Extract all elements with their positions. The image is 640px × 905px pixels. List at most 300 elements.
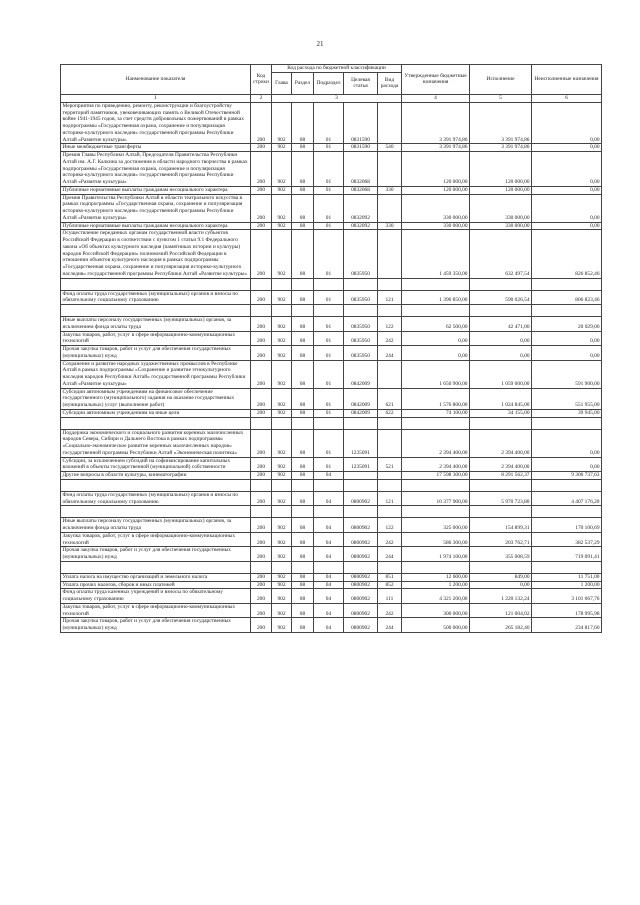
row-subsection: 01 [314,152,344,187]
row-subsection: 01 [314,290,344,305]
row-line-code: 200 [251,581,272,589]
row-unexecuted: 9 306 737,63 [532,472,602,480]
spacer-cell [402,278,470,290]
row-target-article: 0832092 [344,222,378,230]
row-approved: 120 000,00 [402,186,470,194]
row-unexecuted: 806 823,46 [532,290,602,305]
row-approved: 500 000,00 [402,618,470,633]
col-number: 6 [532,94,602,102]
row-unexecuted: 4 407 176,20 [532,491,602,506]
row-executed: 330 000,00 [470,194,532,222]
row-unexecuted: 0,00 [532,457,602,472]
row-section: 08 [292,152,314,187]
row-chapter: 902 [272,144,292,152]
row-name: Премия Главы Республики Алтай, Председателя Правительства Республики Алтай им. А.Г. Калкина за достижения в области народного творчества в рамках подпрограммы «Государственная охрана, сохранение и популяризация историко-культурного наследия» государственной программы Республики Алтай «Развитие культуры» [61,152,251,187]
row-approved: 17 598 300,00 [402,472,470,480]
spacer-cell [272,417,292,429]
row-subsection: 01 [314,102,344,144]
spacer-cell [470,506,532,518]
row-expense-kind [378,472,402,480]
row-chapter: 902 [272,317,292,332]
row-executed: 5 970 723,80 [470,491,532,506]
spacer-cell [61,506,251,518]
column-numbers-row [61,94,602,102]
spacer-cell [378,561,402,573]
row-unexecuted: 0,00 [532,144,602,152]
spacer-cell [314,305,344,317]
row-section: 08 [292,472,314,480]
row-spacer [61,561,602,573]
row-chapter: 902 [272,331,292,346]
row-executed: 120 000,00 [470,186,532,194]
row-section: 08 [292,186,314,194]
page-number: 21 [316,40,324,48]
spacer-cell [292,278,314,290]
row-expense-kind: 121 [378,290,402,305]
row-chapter: 902 [272,603,292,618]
row-spacer [61,506,602,518]
spacer-cell [314,561,344,573]
row-subsection: 01 [314,409,344,417]
row-approved: 3 391 974,86 [402,102,470,144]
spacer-cell [402,506,470,518]
row-expense-kind [378,429,402,457]
row-executed: 0,00 [470,346,532,361]
row-name: Уплата прочих налогов, сборов и иных платежей [61,581,251,589]
table-row [61,472,602,480]
row-approved: 120 000,00 [402,152,470,187]
spacer-cell [344,561,378,573]
row-name: Другие вопросы в области культуры, кинематографии [61,472,251,480]
spacer-cell [251,278,272,290]
table-row [61,144,602,152]
row-name: Прочая закупка товаров, работ и услуг для обеспечения государственных (муниципальных) нужд [61,547,251,562]
row-subsection: 01 [314,186,344,194]
header-unexecuted: Неисполненные назначения [532,65,602,95]
row-line-code: 200 [251,186,272,194]
row-subsection: 01 [314,346,344,361]
row-target-article: 0842009 [344,360,378,388]
row-executed: 121 004,02 [470,603,532,618]
header-name: Наименование показателя [61,65,251,95]
row-chapter: 902 [272,589,292,604]
spacer-cell [251,506,272,518]
row-subsection: 04 [314,581,344,589]
row-line-code: 200 [251,457,272,472]
row-approved: 1 974 100,00 [402,547,470,562]
row-chapter: 902 [272,230,292,278]
col-number: 1 [61,94,251,102]
table-row [61,409,602,417]
row-executed: 2 394 400,00 [470,429,532,457]
row-line-code: 200 [251,144,272,152]
row-expense-kind: 621 [378,388,402,409]
row-unexecuted: 11 751,00 [532,573,602,581]
row-chapter: 902 [272,429,292,457]
row-chapter: 902 [272,290,292,305]
row-expense-kind: 244 [378,618,402,633]
row-subsection: 01 [314,230,344,278]
row-line-code: 200 [251,589,272,604]
row-target-article: 0842009 [344,388,378,409]
spacer-cell [532,506,602,518]
col-number: 3 [272,94,402,102]
row-name: Поддержка экономического и социального развития коренных малочисленных народов Севера, Сибири и Дальнего Востока в рамках подпрограммы «Социально-экономическое развитие коренных малочисленных народов» государственной программы Республики Алтай «Экономическая политика» [61,429,251,457]
row-name: Фонд оплаты труда казенных учреждений и взносы по обязательному социальному страхованию [61,589,251,604]
row-subsection: 04 [314,573,344,581]
row-target-article: 0800902 [344,603,378,618]
table-row [61,194,602,222]
row-section: 08 [292,360,314,388]
row-line-code: 200 [251,102,272,144]
row-chapter: 902 [272,573,292,581]
row-target-article: 0800902 [344,581,378,589]
spacer-cell [272,479,292,491]
spacer-cell [344,479,378,491]
row-executed: 849,00 [470,573,532,581]
spacer-cell [532,278,602,290]
table-row [61,102,602,144]
row-target-article: 0831590 [344,144,378,152]
row-approved: 74 100,00 [402,409,470,417]
row-chapter: 902 [272,186,292,194]
spacer-cell [470,305,532,317]
row-spacer [61,278,602,290]
row-expense-kind: 330 [378,222,402,230]
row-chapter: 902 [272,491,292,506]
spacer-cell [470,479,532,491]
spacer-cell [470,278,532,290]
row-executed: 8 291 562,37 [470,472,532,480]
spacer-cell [532,561,602,573]
row-name: Прочая закупка товаров, работ и услуг для обеспечения государственных (муниципальных) нужд [61,346,251,361]
row-line-code: 200 [251,472,272,480]
table-row [61,429,602,457]
row-expense-kind: 330 [378,186,402,194]
row-subsection: 04 [314,491,344,506]
row-name: Иные выплаты персоналу государственных (муниципальных) органов, за исключением фонда оплаты труда [61,518,251,533]
header-row-top [61,65,602,73]
header-section: Раздел [292,72,314,94]
row-target-article: 0800902 [344,518,378,533]
row-unexecuted: 826 852,46 [532,230,602,278]
table-row [61,581,602,589]
spacer-cell [532,479,602,491]
row-section: 08 [292,573,314,581]
row-executed: 3 391 974,86 [470,144,532,152]
spacer-cell [292,305,314,317]
row-section: 08 [292,429,314,457]
row-line-code: 200 [251,360,272,388]
spacer-cell [378,506,402,518]
row-target-article: 0800902 [344,618,378,633]
row-name: Сохранение и развитие народных художественных промыслов в Республике Алтай в рамках подпрограммы «Сохранение и развитие этнокультурного наследия народов Республики Алтай» государственной программы Республики Алтай «Развитие культуры» [61,360,251,388]
row-target-article: 0835950 [344,331,378,346]
spacer-cell [272,561,292,573]
row-approved: 3 391 974,86 [402,144,470,152]
row-line-code: 200 [251,573,272,581]
row-subsection: 04 [314,547,344,562]
spacer-cell [292,506,314,518]
row-executed: 632 497,54 [470,230,532,278]
row-subsection: 04 [314,532,344,547]
row-approved: 300 000,00 [402,603,470,618]
row-chapter: 902 [272,409,292,417]
row-line-code: 200 [251,618,272,633]
row-unexecuted: 382 537,29 [532,532,602,547]
spacer-cell [402,305,470,317]
row-unexecuted: 0,00 [532,222,602,230]
spacer-cell [292,561,314,573]
spacer-cell [470,417,532,429]
row-section: 08 [292,518,314,533]
header-target-article: Целевая статья [344,72,378,94]
row-target-article: 1235091 [344,457,378,472]
row-subsection: 01 [314,144,344,152]
spacer-cell [470,561,532,573]
row-expense-kind: 244 [378,547,402,562]
row-chapter: 902 [272,102,292,144]
row-expense-kind: 540 [378,144,402,152]
spacer-cell [532,417,602,429]
row-section: 08 [292,409,314,417]
row-line-code: 200 [251,317,272,332]
row-executed: 154 899,31 [470,518,532,533]
row-line-code: 200 [251,547,272,562]
row-unexecuted: 0,00 [532,194,602,222]
row-target-article: 0835950 [344,317,378,332]
spacer-cell [314,506,344,518]
row-executed: 330 000,00 [470,222,532,230]
row-line-code: 200 [251,331,272,346]
spacer-cell [61,417,251,429]
table-row [61,152,602,187]
spacer-cell [402,417,470,429]
row-spacer [61,417,602,429]
row-section: 08 [292,290,314,305]
table-row [61,388,602,409]
spacer-cell [251,305,272,317]
row-expense-kind [378,102,402,144]
row-line-code: 200 [251,429,272,457]
row-subsection: 01 [314,194,344,222]
table-row [61,222,602,230]
row-subsection: 04 [314,518,344,533]
row-target-article: 0831590 [344,102,378,144]
row-subsection: 01 [314,317,344,332]
row-unexecuted: 0,00 [532,102,602,144]
row-unexecuted: 591 900,00 [532,360,602,388]
row-chapter: 902 [272,222,292,230]
row-line-code: 200 [251,491,272,506]
row-approved: 325 000,00 [402,518,470,533]
row-target-article: 0832068 [344,186,378,194]
row-target-article: 1235091 [344,429,378,457]
row-executed: 1 059 000,00 [470,360,532,388]
table-row [61,290,602,305]
header-line-code: Код строки [251,65,272,95]
header-subsection: Подраздел [314,72,344,94]
row-name: Закупка товаров, работ, услуг в сфере информационно-коммуникационных технологий [61,532,251,547]
row-name: Осуществление переданных органам государственной власти субъектов Российской Федерации в соответствии с пунктом 1 статьи 9.1 Федерального закона «Об объектах культурного наследия (памятниках истории и культуры) народов Российской Федерации» полномочий Российской Федерации в отношении объектов культурного наследия в рамках подпрограммы «Государственная охрана, сохранение и популяризация историко-культурного наследия» государственной программы Республики Алтай «Развитие культуры» [61,230,251,278]
row-unexecuted: 0,00 [532,331,602,346]
row-expense-kind: 242 [378,331,402,346]
row-unexecuted: 719 091,41 [532,547,602,562]
spacer-cell [292,417,314,429]
spacer-cell [344,417,378,429]
row-spacer [61,479,602,491]
row-subsection: 01 [314,331,344,346]
row-line-code: 200 [251,194,272,222]
row-chapter: 902 [272,152,292,187]
row-section: 08 [292,603,314,618]
budget-table [60,64,602,633]
row-section: 08 [292,230,314,278]
table-row [61,547,602,562]
spacer-cell [61,561,251,573]
row-expense-kind: 122 [378,317,402,332]
table-row [61,589,602,604]
row-unexecuted: 3 101 067,76 [532,589,602,604]
row-section: 08 [292,331,314,346]
spacer-cell [292,479,314,491]
row-section: 08 [292,618,314,633]
spacer-cell [378,278,402,290]
spacer-cell [251,417,272,429]
row-executed: 3 391 974,86 [470,102,532,144]
row-section: 08 [292,144,314,152]
table-row [61,573,602,581]
table-body [61,102,602,632]
row-line-code: 200 [251,290,272,305]
row-name: Иные выплаты персоналу государственных (муниципальных) органов, за исключением фонда оплаты труда [61,317,251,332]
row-expense-kind: 622 [378,409,402,417]
row-name: Субсидии, за исключением субсидий на софинансирование капитальных вложений в объекты государственной (муниципальной) собственности [61,457,251,472]
row-name: Прочая закупка товаров, работ и услуг для обеспечения государственных (муниципальных) нужд [61,618,251,633]
row-section: 08 [292,581,314,589]
table-row [61,186,602,194]
row-expense-kind [378,230,402,278]
col-number: 2 [251,94,272,102]
row-chapter: 902 [272,532,292,547]
row-approved: 12 600,00 [402,573,470,581]
row-approved: 330 000,00 [402,222,470,230]
row-section: 08 [292,532,314,547]
table-row [61,518,602,533]
row-name: Премия Правительства Республики Алтай в области театрального искусства в рамках подпрограммы «Государственная охрана, сохранение и популяризация историко-культурного наследия» государственной программы Республики Алтай «Развитие культуры» [61,194,251,222]
row-target-article: 0800902 [344,573,378,581]
row-chapter: 902 [272,346,292,361]
row-target-article: 0800902 [344,589,378,604]
row-section: 08 [292,346,314,361]
row-section: 08 [292,491,314,506]
row-line-code: 200 [251,603,272,618]
row-approved: 2 394 400,00 [402,457,470,472]
row-section: 08 [292,317,314,332]
row-target-article: 0800902 [344,532,378,547]
row-expense-kind: 851 [378,573,402,581]
row-chapter: 902 [272,472,292,480]
row-chapter: 902 [272,547,292,562]
header-expense-kind: Вид расхода [378,72,402,94]
row-unexecuted: 178 995,98 [532,603,602,618]
row-target-article: 0835950 [344,230,378,278]
spacer-cell [61,305,251,317]
row-unexecuted: 0,00 [532,346,602,361]
header-executed: Исполнение [470,65,532,95]
row-approved: 1 650 900,00 [402,360,470,388]
row-unexecuted: 1 200,00 [532,581,602,589]
col-number: 5 [470,94,532,102]
spacer-cell [272,506,292,518]
row-target-article [344,472,378,480]
row-target-article: 0842009 [344,409,378,417]
spacer-cell [272,305,292,317]
row-subsection: 01 [314,388,344,409]
row-unexecuted: 234 817,60 [532,618,602,633]
row-unexecuted: 0,00 [532,429,602,457]
table-row [61,618,602,633]
row-name: Субсидии автономным учреждениям на иные цели [61,409,251,417]
row-line-code: 200 [251,230,272,278]
row-approved: 0,00 [402,331,470,346]
table-row [61,346,602,361]
row-subsection: 01 [314,457,344,472]
header-budget-code: Код расхода по бюджетной классификации [272,65,402,73]
spacer-cell [251,561,272,573]
row-target-article: 0832092 [344,194,378,222]
row-executed: 34 155,00 [470,409,532,417]
row-expense-kind: 111 [378,589,402,604]
row-name: Закупка товаров, работ, услуг в сфере информационно-коммуникационных технологий [61,603,251,618]
row-unexecuted: 20 029,00 [532,317,602,332]
spacer-cell [344,305,378,317]
row-chapter: 902 [272,618,292,633]
row-subsection: 01 [314,429,344,457]
row-name: Иные межбюджетные трансферты [61,144,251,152]
row-section: 08 [292,589,314,604]
table-row [61,360,602,388]
row-chapter: 902 [272,194,292,222]
row-name: Уплата налога на имущество организаций и земельного налога [61,573,251,581]
row-target-article: 0800902 [344,491,378,506]
row-section: 08 [292,457,314,472]
row-approved: 1 396 850,00 [402,290,470,305]
row-unexecuted: 551 955,00 [532,388,602,409]
spacer-cell [402,479,470,491]
row-name: Фонд оплаты труда государственных (муниципальных) органов и взносы по обязательному социальному страхованию [61,491,251,506]
row-executed: 120 000,00 [470,152,532,187]
spacer-cell [402,561,470,573]
table-row [61,532,602,547]
row-target-article: 0800902 [344,547,378,562]
row-section: 08 [292,388,314,409]
row-unexecuted: 0,00 [532,186,602,194]
row-executed: 265 182,40 [470,618,532,633]
table-row [61,491,602,506]
row-approved: 0,00 [402,346,470,361]
row-executed: 355 008,59 [470,547,532,562]
row-name: Закупка товаров, работ, услуг в сфере информационно-коммуникационных технологий [61,331,251,346]
col-number: 4 [402,94,470,102]
row-executed: 590 026,54 [470,290,532,305]
row-approved: 4 321 200,00 [402,589,470,604]
row-chapter: 902 [272,518,292,533]
row-chapter: 902 [272,581,292,589]
row-chapter: 902 [272,457,292,472]
row-approved: 10 377 900,00 [402,491,470,506]
row-subsection: 04 [314,618,344,633]
